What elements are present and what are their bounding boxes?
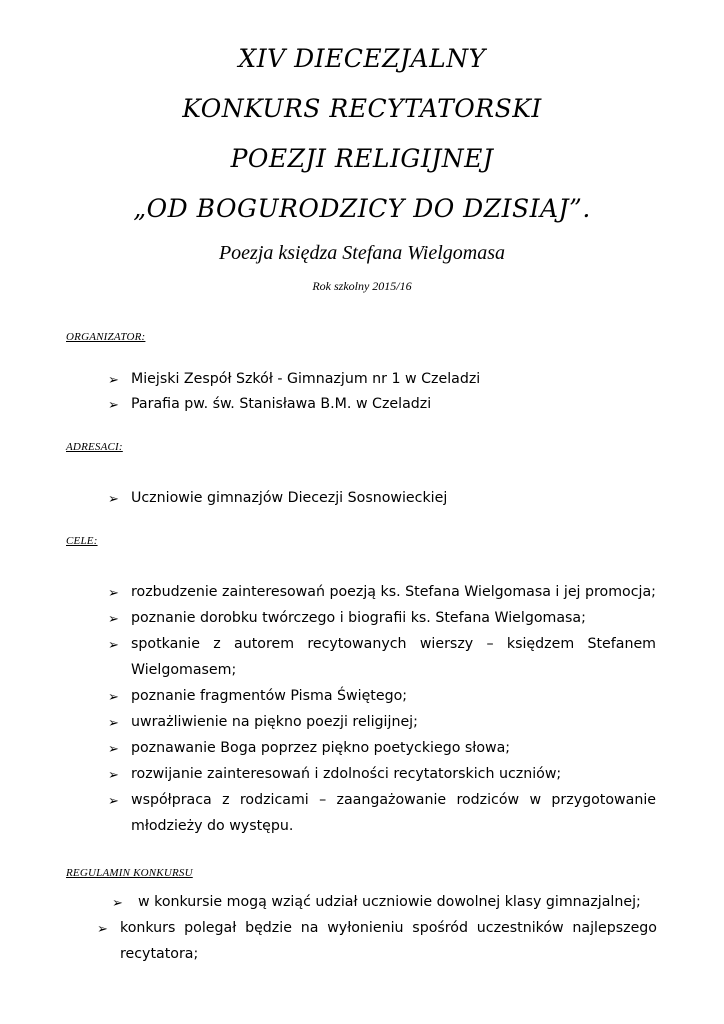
goal-item: spotkanie z autorem recytowanych wierszy – księdzem Stefanem Wielgomasem; [131, 636, 656, 678]
arrowhead-bullet-icon: ➢ [108, 612, 119, 627]
arrowhead-bullet-icon: ➢ [97, 922, 108, 937]
title-line-3: POEZJI RELIGIJNEJ [230, 144, 494, 173]
title-line-1: XIV DIECEZJALNY [238, 44, 486, 73]
goal-item: uwrażliwienie na piękno poezji religijnej; [131, 714, 418, 730]
goal-item: rozwijanie zainteresowań i zdolności recytatorskich uczniów; [131, 766, 562, 782]
goal-item: rozbudzenie zainteresowań poezją ks. Stefana Wielgomasa i jej promocja; [131, 584, 656, 600]
rules-item: konkurs polegał będzie na wyłonieniu spośród uczestników najlepszego recytatora; [120, 920, 657, 962]
goals-heading: CELE: [66, 535, 98, 547]
goal-item: poznanie fragmentów Pisma Świętego; [131, 688, 408, 704]
arrowhead-bullet-icon: ➢ [108, 492, 119, 507]
arrowhead-bullet-icon: ➢ [108, 373, 119, 388]
arrowhead-bullet-icon: ➢ [108, 638, 119, 653]
recipients-item: Uczniowie gimnazjów Diecezji Sosnowieckiej [131, 490, 448, 506]
school-year: Rok szkolny 2015/16 [312, 279, 412, 293]
title-line-4: „OD BOGURODZICY DO DZISIAJ”. [133, 194, 591, 223]
recipients-heading: ADRESACI: [66, 441, 123, 453]
goal-item: współpraca z rodzicami – zaangażowanie rodziców w przygotowanie młodzieży do występu. [131, 792, 656, 834]
arrowhead-bullet-icon: ➢ [112, 896, 123, 911]
arrowhead-bullet-icon: ➢ [108, 690, 119, 705]
organizer-item: Parafia pw. św. Stanisława B.M. w Czeladzi [131, 396, 432, 412]
rules-item: w konkursie mogą wziąć udział uczniowie dowolnej klasy gimnazjalnej; [138, 894, 641, 910]
organizer-item: Miejski Zespół Szkół - Gimnazjum nr 1 w Czeladzi [131, 371, 481, 387]
arrowhead-bullet-icon: ➢ [108, 586, 119, 601]
arrowhead-bullet-icon: ➢ [108, 742, 119, 757]
arrowhead-bullet-icon: ➢ [108, 398, 119, 413]
organizer-heading: ORGANIZATOR: [66, 331, 146, 343]
goal-item: poznanie dorobku twórczego i biografii ks. Stefana Wielgomasa; [131, 610, 586, 626]
subtitle: Poezja księdza Stefana Wielgomasa [218, 242, 506, 264]
goal-item: poznawanie Boga poprzez piękno poetyckiego słowa; [131, 740, 511, 756]
arrowhead-bullet-icon: ➢ [108, 716, 119, 731]
arrowhead-bullet-icon: ➢ [108, 768, 119, 783]
title-line-2: KONKURS RECYTATORSKI [182, 94, 542, 123]
rules-heading: REGULAMIN KONKURSU [66, 867, 193, 879]
arrowhead-bullet-icon: ➢ [108, 794, 119, 809]
